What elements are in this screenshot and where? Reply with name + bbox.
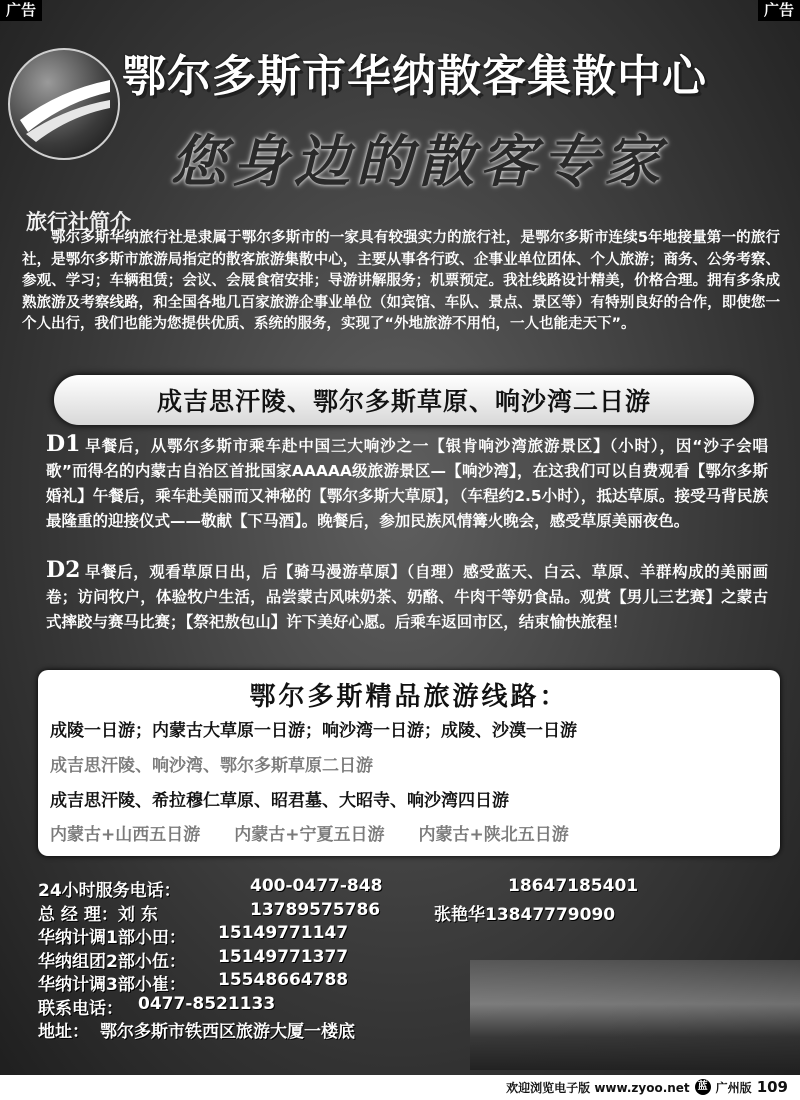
footer-info — [506, 1078, 788, 1096]
page-footer — [0, 1075, 800, 1100]
contact-label: 华纳计调3部小崔： — [38, 975, 186, 995]
day-1 — [46, 432, 768, 534]
contact-label: 联系电话： — [38, 998, 123, 1019]
contact-address: 鄂尔多斯市铁西区旅游大厦一楼底 — [100, 1022, 355, 1042]
edition-badge-icon: 蓝 — [695, 1079, 711, 1095]
intro-body: 鄂尔多斯华纳旅行社是隶属于鄂尔多斯市的一家具有较强实力的旅行社，是鄂尔多斯市连续5年地接量第一的旅行社，是鄂尔多斯市旅游局指定的散客旅游集散中心，主要从事各行政、企事业单位团体、个人旅游；商务、公务考察、参观、学习；车辆租赁；会议、会展食宿安排；导游讲解服务；机票预定。我社线路设计精美，价格合理。拥有多条成熟旅游及考察线路，和全国各地几百家旅游企事业单位（如宾馆、车队、景点、景区等）有特别良好的合作，即使您一个人出行，我们也能为您提供优质、系统的服务，实现了“外地旅游不用怕，一人也能走天下”。 — [22, 230, 780, 332]
page-number: 109 — [756, 1078, 788, 1096]
contact-extra: 18647185401 — [508, 876, 639, 896]
contact-label: 24小时服务电话： — [38, 881, 181, 901]
org-name: 鄂尔多斯市华纳散客集散中心 — [122, 51, 707, 102]
contact-phone: 15149771377 — [218, 946, 349, 967]
routes-panel — [38, 670, 780, 856]
route-line-1: 成陵一日游；内蒙古大草原一日游；响沙湾一日游；成陵、沙漠一日游 — [50, 721, 577, 741]
route-line-3: 成吉思汗陵、希拉穆仁草原、昭君墓、大昭寺、响沙湾四日游 — [50, 791, 509, 811]
ad-tag-left: 广告 — [0, 0, 42, 21]
day-1-mark: D1 — [46, 431, 81, 457]
contact-extra: 张艳华13847779090 — [434, 904, 616, 925]
route-line-4: 内蒙古+山西五日游 内蒙古+宁夏五日游 内蒙古+陕北五日游 — [50, 825, 569, 845]
footer-edition: 广州版 — [715, 1080, 752, 1095]
day-2-text: 早餐后，观看草原日出，后【骑马漫游草原】（自理）感受蓝天、白云、草原、羊群构成的美丽画卷；访问牧户，体验牧户生活，品尝蒙古风味奶茶、奶酪、牛肉干等奶食品。观赏【男儿三艺赛】之蒙古式摔跤与赛马比赛；【祭祀敖包山】许下美好心愿。后乘车返回市区，结束愉快旅程！ — [46, 563, 768, 631]
company-logo — [8, 48, 120, 160]
contact-label: 华纳计调1部小田： — [38, 928, 186, 948]
contact-phone: 13789575786 — [250, 899, 381, 920]
contact-label: 总 经 理：刘 东 — [38, 904, 158, 925]
slogan: 您身边的散客专家 — [170, 129, 666, 195]
contact-phone: 15548664788 — [218, 970, 349, 990]
contact-phone: 15149771147 — [218, 923, 349, 943]
contact-phone: 0477-8521133 — [138, 993, 276, 1014]
route-line-2: 成吉思汗陵、响沙湾、鄂尔多斯草原二日游 — [50, 756, 373, 776]
routes-title: 鄂尔多斯精品旅游线路： — [249, 682, 569, 712]
contact-phone: 400-0477-848 — [250, 876, 383, 896]
ad-tag-right: 广告 — [758, 0, 800, 21]
day-1-text: 早餐后，从鄂尔多斯市乘车赴中国三大响沙之一【银肯响沙湾旅游景区】（小时），因“沙子会唱歌”而得名的内蒙古自治区首批国家AAAAA级旅游景区—【响沙湾】，在这我们可以自费观看【鄂尔多斯婚礼】午餐后，乘车赴美丽而又神秘的【鄂尔多斯大草原】，（车程约2.5小时），抵达草原。接受马背民族最隆重的迎接仪式——敬献【下马酒】。晚餐后，参加民族风情篝火晚会，感受草原美丽夜色。 — [46, 437, 768, 530]
contact-label: 地址： — [38, 1022, 89, 1042]
day-2 — [46, 558, 768, 635]
road-icon — [10, 50, 118, 158]
grassland-horses-photo — [470, 960, 800, 1070]
intro-heading: 旅行社简介 — [26, 210, 131, 234]
contact-label: 华纳组团2部小伍： — [38, 951, 186, 972]
tour-title: 成吉思汗陵、鄂尔多斯草原、响沙湾二日游 — [156, 387, 651, 416]
tour-title-banner — [54, 375, 754, 425]
day-2-mark: D2 — [46, 557, 81, 583]
footer-site-text: 欢迎浏览电子版 www.zyoo.net — [506, 1080, 690, 1095]
